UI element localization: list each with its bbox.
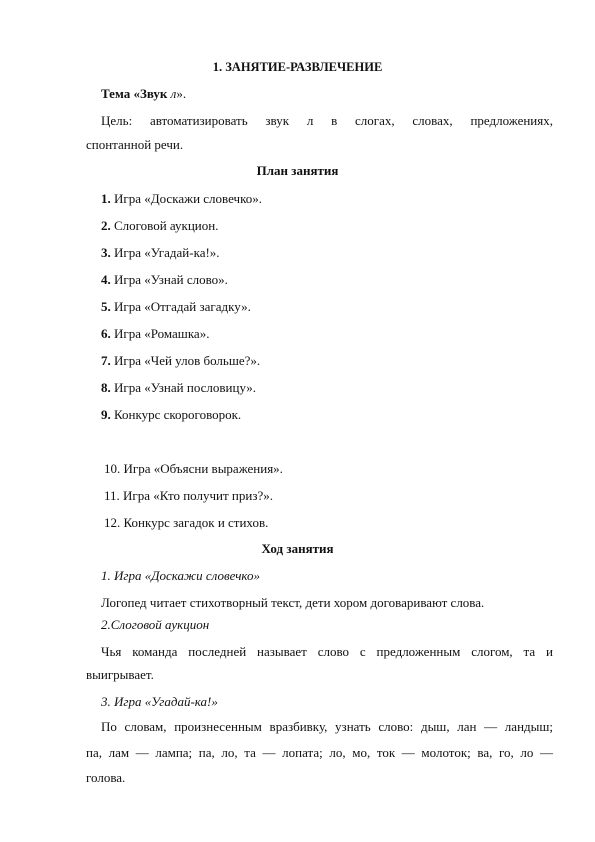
plan-item-text: Игра «Доскажи словечко». bbox=[114, 191, 262, 206]
plan-item-text: Слоговой аукцион. bbox=[114, 218, 219, 233]
section-3-line-2: па, лам — лампа; па, ло, та — лопата; ло, мо, ток — молоток; ва, го, ло — bbox=[86, 745, 553, 760]
theme-line bbox=[101, 86, 186, 102]
plan-item-number: 3. bbox=[101, 245, 111, 260]
plan-item bbox=[101, 353, 260, 369]
section-3-title: 3. Игра «Угадай-ка!» bbox=[101, 694, 218, 709]
plan-item-number: 1. bbox=[101, 191, 111, 206]
document-title: 1. ЗАНЯТИЕ-РАЗВЛЕЧЕНИЕ bbox=[212, 60, 383, 74]
plan-item-text: Конкурс скороговорок. bbox=[114, 407, 242, 422]
plan-item-text: Игра «Чей улов больше?». bbox=[114, 353, 261, 368]
plan-item bbox=[104, 461, 283, 477]
section-3-line-1: По словам, произнесенным вразбивку, узнать слово: дыш, лан — ландыш; bbox=[101, 719, 553, 734]
plan-item bbox=[104, 515, 268, 531]
plan-item-text: Игра «Отгадай загадку». bbox=[114, 299, 251, 314]
plan-item-number: 10. bbox=[104, 461, 121, 476]
course-heading: Ход занятия bbox=[261, 541, 334, 556]
plan-item bbox=[101, 299, 251, 315]
plan-item-number: 4. bbox=[101, 272, 111, 287]
section-1-text: Логопед читает стихотворный текст, дети хором договаривают слова. bbox=[101, 595, 485, 610]
plan-item-text: Игра «Объясни выражения». bbox=[123, 461, 283, 476]
plan-item-number: 12. bbox=[104, 515, 121, 530]
goal-line-2: спонтанной речи. bbox=[86, 137, 184, 152]
plan-item-number: 6. bbox=[101, 326, 111, 341]
plan-item-number: 5. bbox=[101, 299, 111, 314]
plan-heading: План занятия bbox=[256, 163, 339, 178]
theme-sound: л bbox=[170, 86, 177, 101]
plan-item-number: 9. bbox=[101, 407, 111, 422]
plan-item-number: 7. bbox=[101, 353, 111, 368]
plan-item-text: Игра «Угадай-ка!». bbox=[114, 245, 220, 260]
plan-item-text: Конкурс загадок и стихов. bbox=[123, 515, 269, 530]
theme-label: Тема «Звук bbox=[101, 86, 171, 101]
section-2-title: 2.Слоговой аукцион bbox=[101, 617, 210, 632]
plan-item-text: Игра «Кто получит приз?». bbox=[123, 488, 273, 503]
plan-item bbox=[101, 272, 228, 288]
goal-line-1: Цель: автоматизировать звук л в слогах, словах, предложениях, bbox=[101, 113, 553, 128]
section-2-line-1: Чья команда последней называет слово с предложенным слогом, та и bbox=[101, 644, 553, 659]
section-1-title: 1. Игра «Доскажи словечко» bbox=[101, 568, 260, 583]
plan-item-text: Игра «Узнай слово». bbox=[114, 272, 228, 287]
plan-item bbox=[101, 380, 256, 396]
theme-end: ». bbox=[176, 86, 187, 101]
plan-item bbox=[101, 191, 262, 207]
section-2-line-2: выигрывает. bbox=[86, 667, 154, 682]
section-3-line-3: голова. bbox=[86, 770, 126, 785]
plan-item-number: 8. bbox=[101, 380, 111, 395]
plan-item bbox=[101, 218, 218, 234]
plan-item-text: Игра «Узнай пословицу». bbox=[114, 380, 257, 395]
plan-item bbox=[101, 245, 220, 261]
plan-item bbox=[101, 407, 241, 423]
plan-item-number: 2. bbox=[101, 218, 111, 233]
plan-item bbox=[104, 488, 273, 504]
plan-item-text: Игра «Ромашка». bbox=[114, 326, 210, 341]
plan-item bbox=[101, 326, 209, 342]
plan-item-number: 11. bbox=[104, 488, 120, 503]
